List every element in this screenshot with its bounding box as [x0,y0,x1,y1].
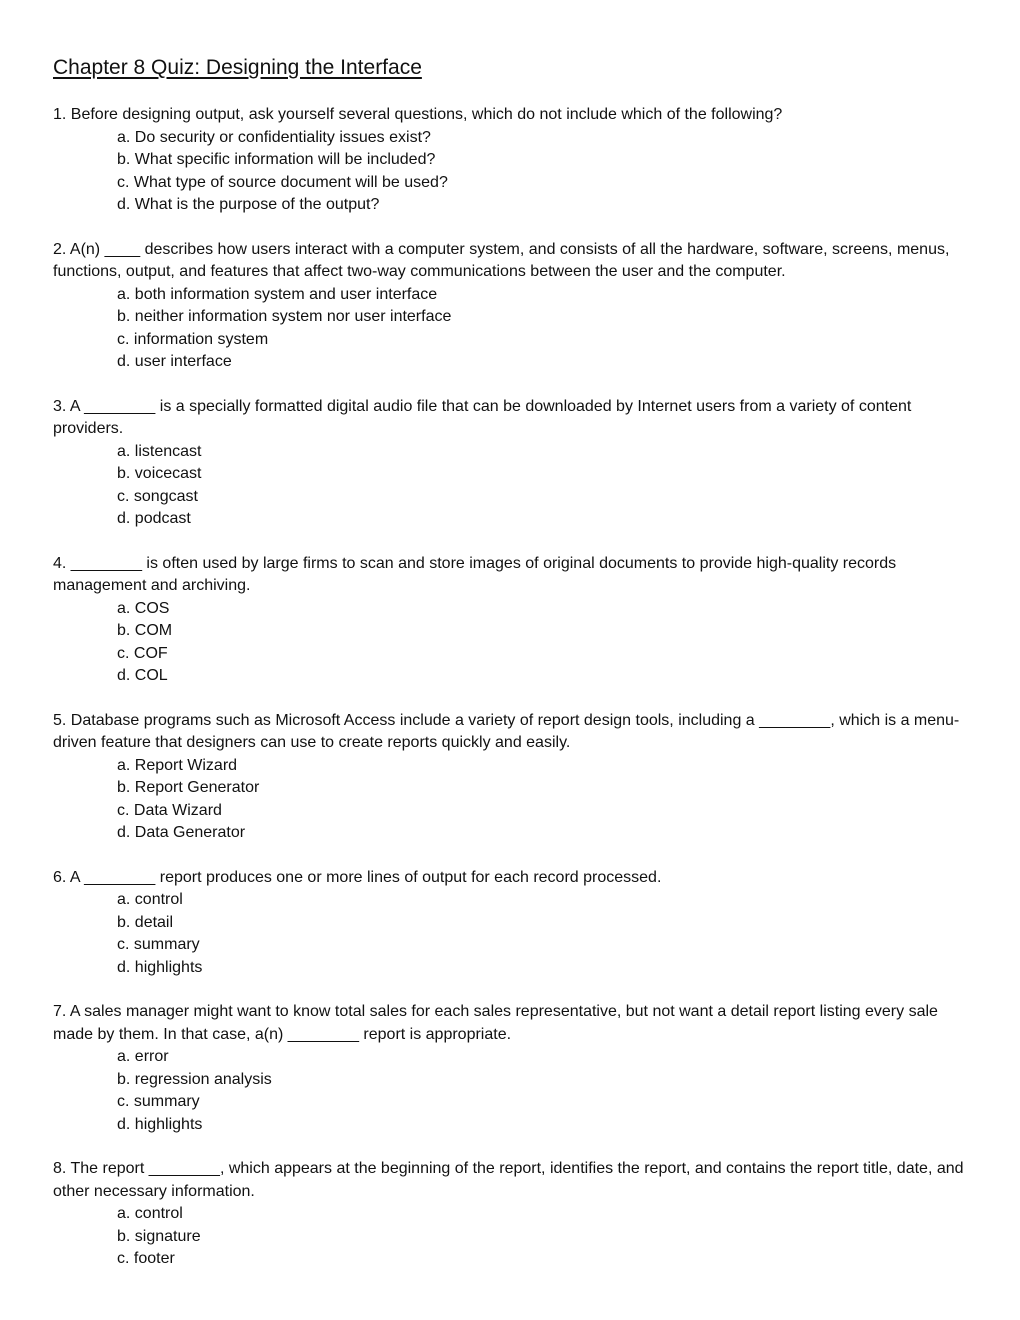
answer-option: b. voicecast [117,465,202,482]
answer-option: c. summary [117,1093,200,1110]
question-stem: 5. Database programs such as Microsoft Access include a variety of report design tools, including a ________, which is a menu-driven feature that designers can use to create reports quickly and easily. [53,711,960,751]
answer-option: a. both information system and user interface [117,285,438,303]
answer-option: b. Report Generator [117,779,260,796]
question-3 [53,396,973,531]
answer-option: c. COF [117,644,168,662]
answer-option: b. detail [117,913,174,931]
answer-option: d. COL [117,667,168,684]
answer-option: d. user interface [117,353,232,370]
answer-option: a. Report Wizard [117,756,238,774]
answer-options [53,284,973,374]
answer-option: a. error [117,1048,169,1065]
answer-option: d. highlights [117,958,203,976]
answer-option: a. COS [117,599,170,617]
answer-option: b. COM [117,622,173,639]
question-stem: 1. Before designing output, ask yourself several questions, which do not include which of the following? [53,106,783,123]
answer-option: b. neither information system nor user interface [117,308,452,325]
question-7 [53,1001,973,1136]
answer-options [53,1046,973,1136]
question-stem: 8. The report ________, which appears at the beginning of the report, identifies the report, and contains the report title, date, and other necessary information. [53,1160,964,1200]
answer-option: d. highlights [117,1115,203,1133]
question-stem: 6. A ________ report produces one or more lines of output for each record processed. [53,868,662,886]
answer-option: c. What type of source document will be used? [117,173,448,191]
answer-option: a. Do security or confidentiality issues exist? [117,128,431,146]
answer-option: d. What is the purpose of the output? [117,196,380,213]
answer-option: c. summary [117,936,200,953]
answer-options [53,755,973,845]
answer-option: c. information system [117,330,269,348]
answer-options [53,127,973,217]
answer-option: b. regression analysis [117,1070,272,1088]
answer-option: c. Data Wizard [117,801,222,819]
answer-option: b. signature [117,1227,201,1245]
answer-option: a. listencast [117,442,202,460]
answer-options [53,441,973,531]
question-6 [53,867,973,980]
question-stem: 7. A sales manager might want to know total sales for each sales representative, but not want a detail report listing every sale made by them. In that case, a(n) ________ report is appropriate. [53,1003,938,1043]
question-stem: 4. ________ is often used by large firms to scan and store images of original documents to provide high-quality records management and archiving. [53,554,897,594]
answer-option: d. Data Generator [117,824,246,841]
answer-option: c. songcast [117,487,198,505]
answer-option: a. control [117,1205,183,1222]
question-stem: 2. A(n) ____ describes how users interact with a computer system, and consists of all the hardware, software, screens, menus, functions, output, and features that affect two-way communications between the user and the computer. [53,240,950,280]
question-4 [53,553,973,688]
answer-options [53,889,973,979]
quiz-page [53,54,973,1293]
answer-option: c. footer [117,1250,175,1267]
question-stem: 3. A ________ is a specially formatted digital audio file that can be downloaded by Internet users from a variety of content providers. [53,397,912,437]
question-8 [53,1158,973,1271]
question-2 [53,239,973,374]
answer-options [53,1203,973,1271]
answer-options [53,598,973,688]
answer-option: d. podcast [117,510,191,527]
answer-option: a. control [117,891,183,908]
question-1 [53,104,973,217]
page-title: Chapter 8 Quiz: Designing the Interface [53,56,422,79]
question-5 [53,710,973,845]
answer-option: b. What specific information will be included? [117,151,436,168]
